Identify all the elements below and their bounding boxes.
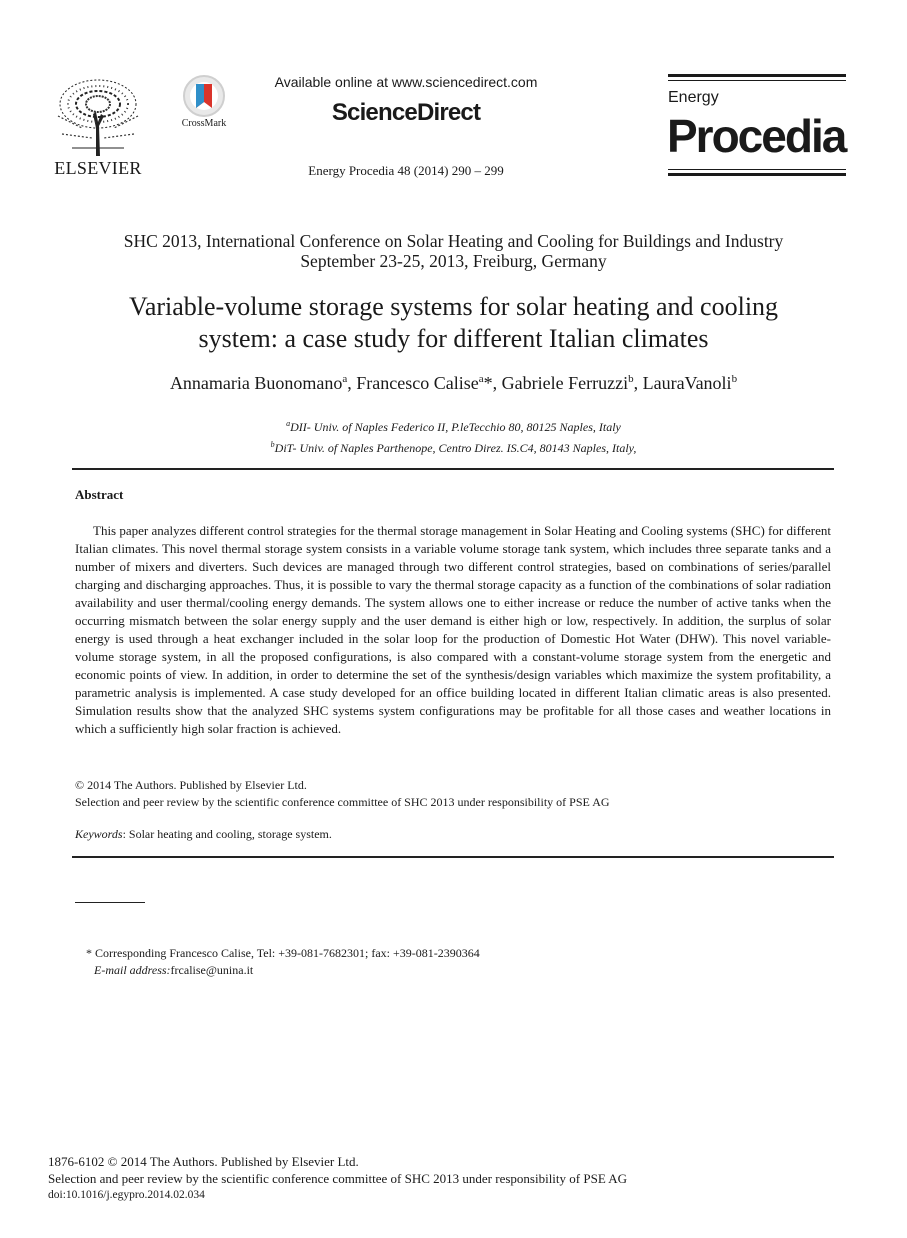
author-separator: , [492,373,502,393]
section-divider [72,856,834,858]
affiliation-item [60,415,847,436]
elsevier-logo [52,76,144,176]
keywords-label: Keywords [75,827,123,841]
email-line [94,963,253,978]
affiliation-mark: b [270,440,275,449]
author-list [60,373,847,394]
doi-link[interactable]: doi:10.1016/j.egypro.2014.02.034 [48,1189,205,1201]
affiliation-mark: a [286,419,291,428]
section-divider [72,468,834,470]
corresponding-author-note: * Corresponding Francesco Calise, Tel: +39-081-7682301; fax: +39-081-2390364 [86,946,480,960]
author-name: LauraVanoli [642,373,732,393]
elsevier-wordmark: ELSEVIER [54,158,142,178]
conference-line: SHC 2013, International Conference on Solar Heating and Cooling for Buildings and Industry [123,231,784,251]
author-affil-mark: b [628,373,634,385]
affiliation-text: DiT- Univ. of Naples Parthenope, Centro Direz. IS.C4, 80143 Naples, Italy, [274,441,637,455]
keywords-text: : Solar heating and cooling, storage system. [122,827,332,841]
logo-rule [668,80,846,81]
conference-dates: September 23-25, 2013, Freiburg, Germany [300,251,607,271]
paper-title-line: system: a case study for different Italian climates [198,324,709,353]
email-label: E-mail address: [94,963,171,977]
author-affil-mark: b [731,373,738,385]
author-name: Francesco Calise [356,373,479,393]
keywords [75,827,332,842]
energy-procedia-logo [668,74,846,178]
issn-line: 1876-6102 © 2014 The Authors. Published by Elsevier Ltd. [48,1154,359,1169]
journal-procedia-word: Procedia [667,110,846,162]
affiliation-text: DII- Univ. of Naples Federico II, P.leTecchio 80, 80125 Naples, Italy [290,420,621,434]
author-separator: , [347,373,357,393]
copyright-notice: © 2014 The Authors. Published by Elsevier Ltd. [75,778,307,792]
available-online-text[interactable]: Available online at www.sciencedirect.com [274,74,538,90]
author-name: Annamaria Buonomano [169,373,343,393]
footer-peer-review: Selection and peer review by the scientific conference committee of SHC 2013 under responsibility of PSE AG [48,1171,628,1186]
journal-reference: Energy Procedia 48 (2014) 290 – 299 [308,163,504,178]
email-link[interactable]: frcalise@unina.it [170,963,254,977]
footnote-rule [75,902,145,903]
logo-rule [668,173,846,176]
author-affil-mark: a [342,373,348,385]
crossmark-badge[interactable] [176,74,232,132]
author-name: Gabriele Ferruzzi [501,373,629,393]
conference-info [60,231,847,271]
abstract-body: This paper analyzes different control strategies for the thermal storage management in Solar Heating and Cooling systems (SHC) for different Italian climates. This novel thermal storage system consists in a variable volume storage tank system, which includes three separate tanks and a number of mixers and diverters. Such devices are managed through two different control strategies, based on combinations of series/parallel charging and discharging approaches. Thus, it is possible to vary the thermal storage capacity as a function of the combinations of solar radiation availability and user thermal/cooling energy demands. The system allows one to either increase or reduce the number of active tanks when the occurring mismatch between the solar energy supply and the user demand is either high or low, respectively. In addition, the surplus of solar energy is used through a heat exchanger included in the solar loop for the production of Domestic Hot Water (DHW). This novel variable-volume storage system, in all the proposed configurations, is also compared with a constant-volume storage system from the energetic and economic points of view. In addition, in order to determine the set of the synthesis/design variables which maximize the system profitability, a parametric analysis is implemented. A case study developed for an office building located in different Italian climatic areas is also presented. Simulation results show that the analyzed SHC systems system configurations may be profitable for all those cases and weather locations in which a sufficiently high solar fraction is achieved. [75,523,831,736]
peer-review-notice: Selection and peer review by the scientific conference committee of SHC 2013 under responsibility of PSE AG [75,795,610,809]
affiliations [60,415,847,457]
paper-title-line: Variable-volume storage systems for solar heating and cooling [128,292,779,321]
paper-title [60,291,847,355]
logo-rule [668,169,846,170]
journal-energy-word: Energy [668,89,719,106]
author-affil-mark: a [478,373,484,385]
affiliation-item [60,436,847,457]
crossmark-icon [176,74,232,118]
abstract-heading: Abstract [75,487,124,502]
corresponding-mark: * [483,373,493,393]
sciencedirect-logo: ScienceDirect [331,99,481,126]
elsevier-tree-icon [52,76,144,158]
logo-rule [668,74,846,77]
crossmark-label: CrossMark [181,118,227,129]
author-separator: , [633,373,643,393]
